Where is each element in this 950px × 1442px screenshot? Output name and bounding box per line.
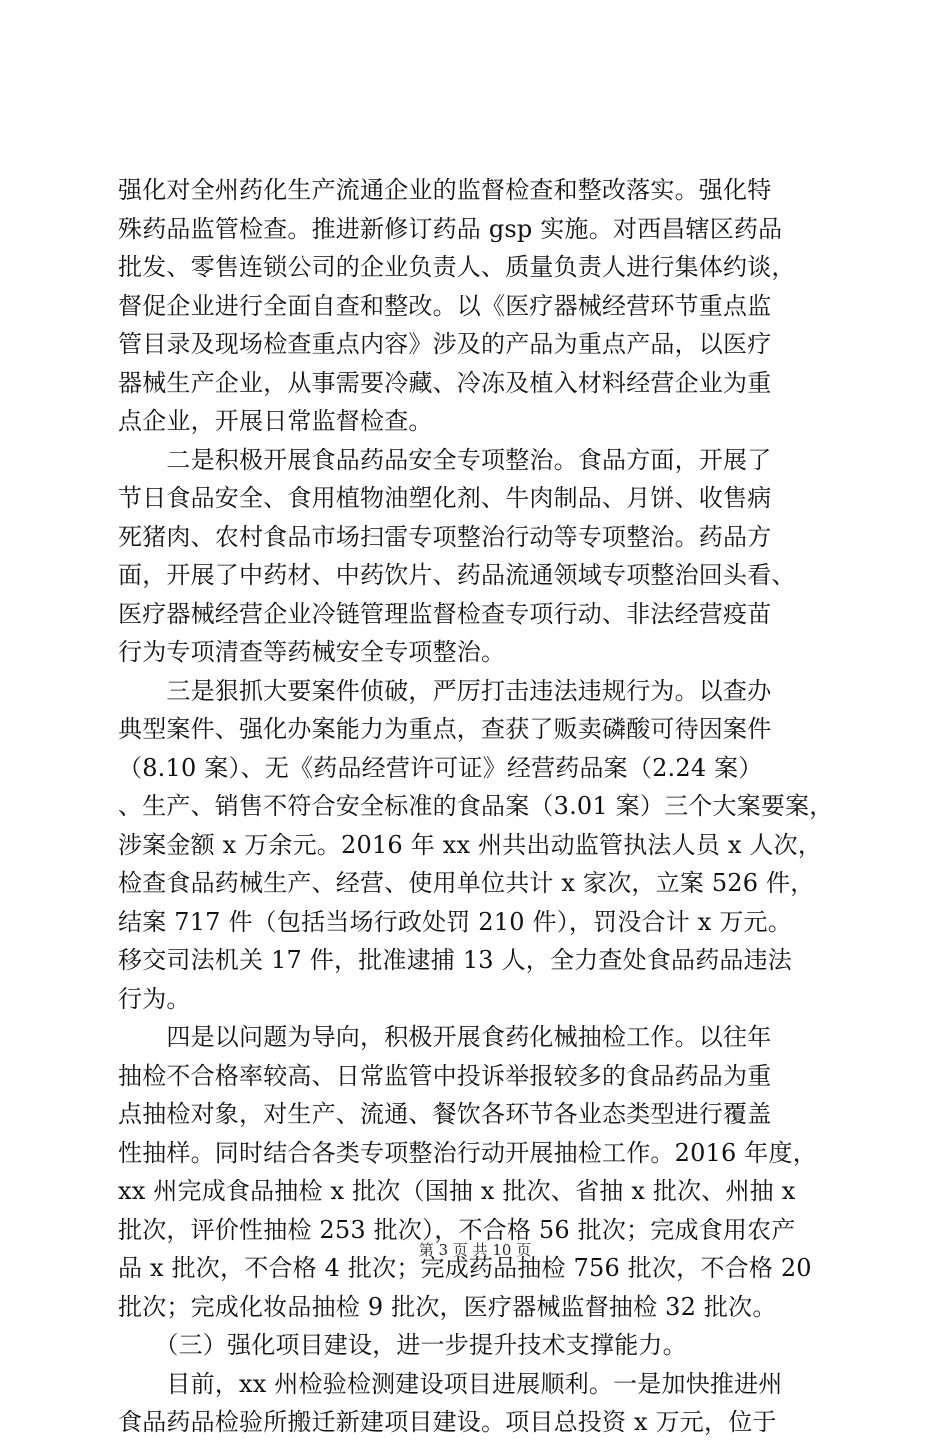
text-line: 批发、零售连锁公司的企业负责人、质量负责人进行集体约谈， <box>118 253 796 281</box>
text-line: 医疗器械经营企业冷链管理监督检查专项行动、非法经营疫苗 <box>118 599 772 628</box>
text-line: 三是狠抓大要案件侦破，严厉打击违法违规行为。以查办 <box>118 676 772 705</box>
text-line: 食品药品检验所搬迁新建项目建设。项目总投资 x 万元，位于 <box>118 1408 777 1436</box>
text-line: 批次；完成化妆品抽检 9 批次，医疗器械监督抽检 32 批次。 <box>118 1292 777 1321</box>
text-line: 移交司法机关 17 件，批准逮捕 13 人，全力查处食品药品违法 <box>118 946 792 974</box>
text-line: 器械生产企业，从事需要冷藏、冷冻及植入材料经营企业为重 <box>118 368 772 397</box>
text-line: 品 x 批次，不合格 4 批次；完成药品抽检 756 批次，不合格 20 <box>118 1254 812 1282</box>
text-line: （8.10 案）、无《药品经营许可证》经营药品案（2.24 案） <box>118 753 763 782</box>
text-line: 二是积极开展食品药品安全专项整治。食品方面，开展了 <box>118 445 772 474</box>
text-line: 性抽样。同时结合各类专项整治行动开展抽检工作。2016 年度， <box>118 1138 817 1167</box>
text-line: 督促企业进行全面自查和整改。以《医疗器械经营环节重点监 <box>118 291 772 320</box>
text-line: 批次，评价性抽检 253 批次），不合格 56 批次；完成食用农产 <box>118 1215 796 1244</box>
text-line: 结案 717 件（包括当场行政处罚 210 件），罚没合计 x 万元。 <box>118 907 792 936</box>
page-footer: 第 3 页 共 10 页 <box>418 1241 532 1259</box>
text-line: 管目录及现场检查重点内容》涉及的产品为重点产品，以医疗 <box>118 330 772 358</box>
text-line: 强化对全州药化生产流通企业的监督检查和整改落实。强化特 <box>118 176 772 204</box>
text-line: 四是以问题为导向，积极开展食药化械抽检工作。以往年 <box>118 1023 772 1051</box>
text-line: 点企业，开展日常监督检查。 <box>118 407 433 435</box>
text-line: 行为专项清查等药械安全专项整治。 <box>118 638 506 666</box>
text-line: 检查食品药械生产、经营、使用单位共计 x 家次，立案 526 件， <box>118 869 815 897</box>
text-line: 行为。 <box>118 984 191 1013</box>
text-line: 面，开展了中药材、中药饮片、药品流通领域专项整治回头看、 <box>118 561 796 589</box>
text-line: 死猪肉、农村食品市场扫雷专项整治行动等专项整治。药品方 <box>118 522 772 551</box>
text-line: （三）强化项目建设，进一步提升技术支撑能力。 <box>118 1331 687 1359</box>
text-line: xx 州完成食品抽检 x 批次（国抽 x 批次、省抽 x 批次、州抽 x <box>118 1177 796 1205</box>
text-line: 、生产、销售不符合安全标准的食品案（3.01 案）三个大案要案， <box>118 792 834 820</box>
text-line: 抽检不合格率较高、日常监管中投诉举报较多的食品药品为重 <box>118 1061 772 1090</box>
text-line: 殊药品监管检查。推进新修订药品 gsp 实施。对西昌辖区药品 <box>118 214 783 243</box>
text-line: 目前，xx 州检验检测建设项目进展顺利。一是加快推进州 <box>118 1369 783 1398</box>
text-line: 涉案金额 x 万余元。2016 年 xx 州共出动监管执法人员 x 人次， <box>118 830 823 859</box>
text-line: 典型案件、强化办案能力为重点，查获了贩卖磷酸可待因案件 <box>118 715 772 743</box>
text-line: 点抽检对象，对生产、流通、餐饮各环节各业态类型进行覆盖 <box>118 1100 772 1128</box>
text-line: 节日食品安全、食用植物油塑化剂、牛肉制品、月饼、收售病 <box>118 484 772 512</box>
